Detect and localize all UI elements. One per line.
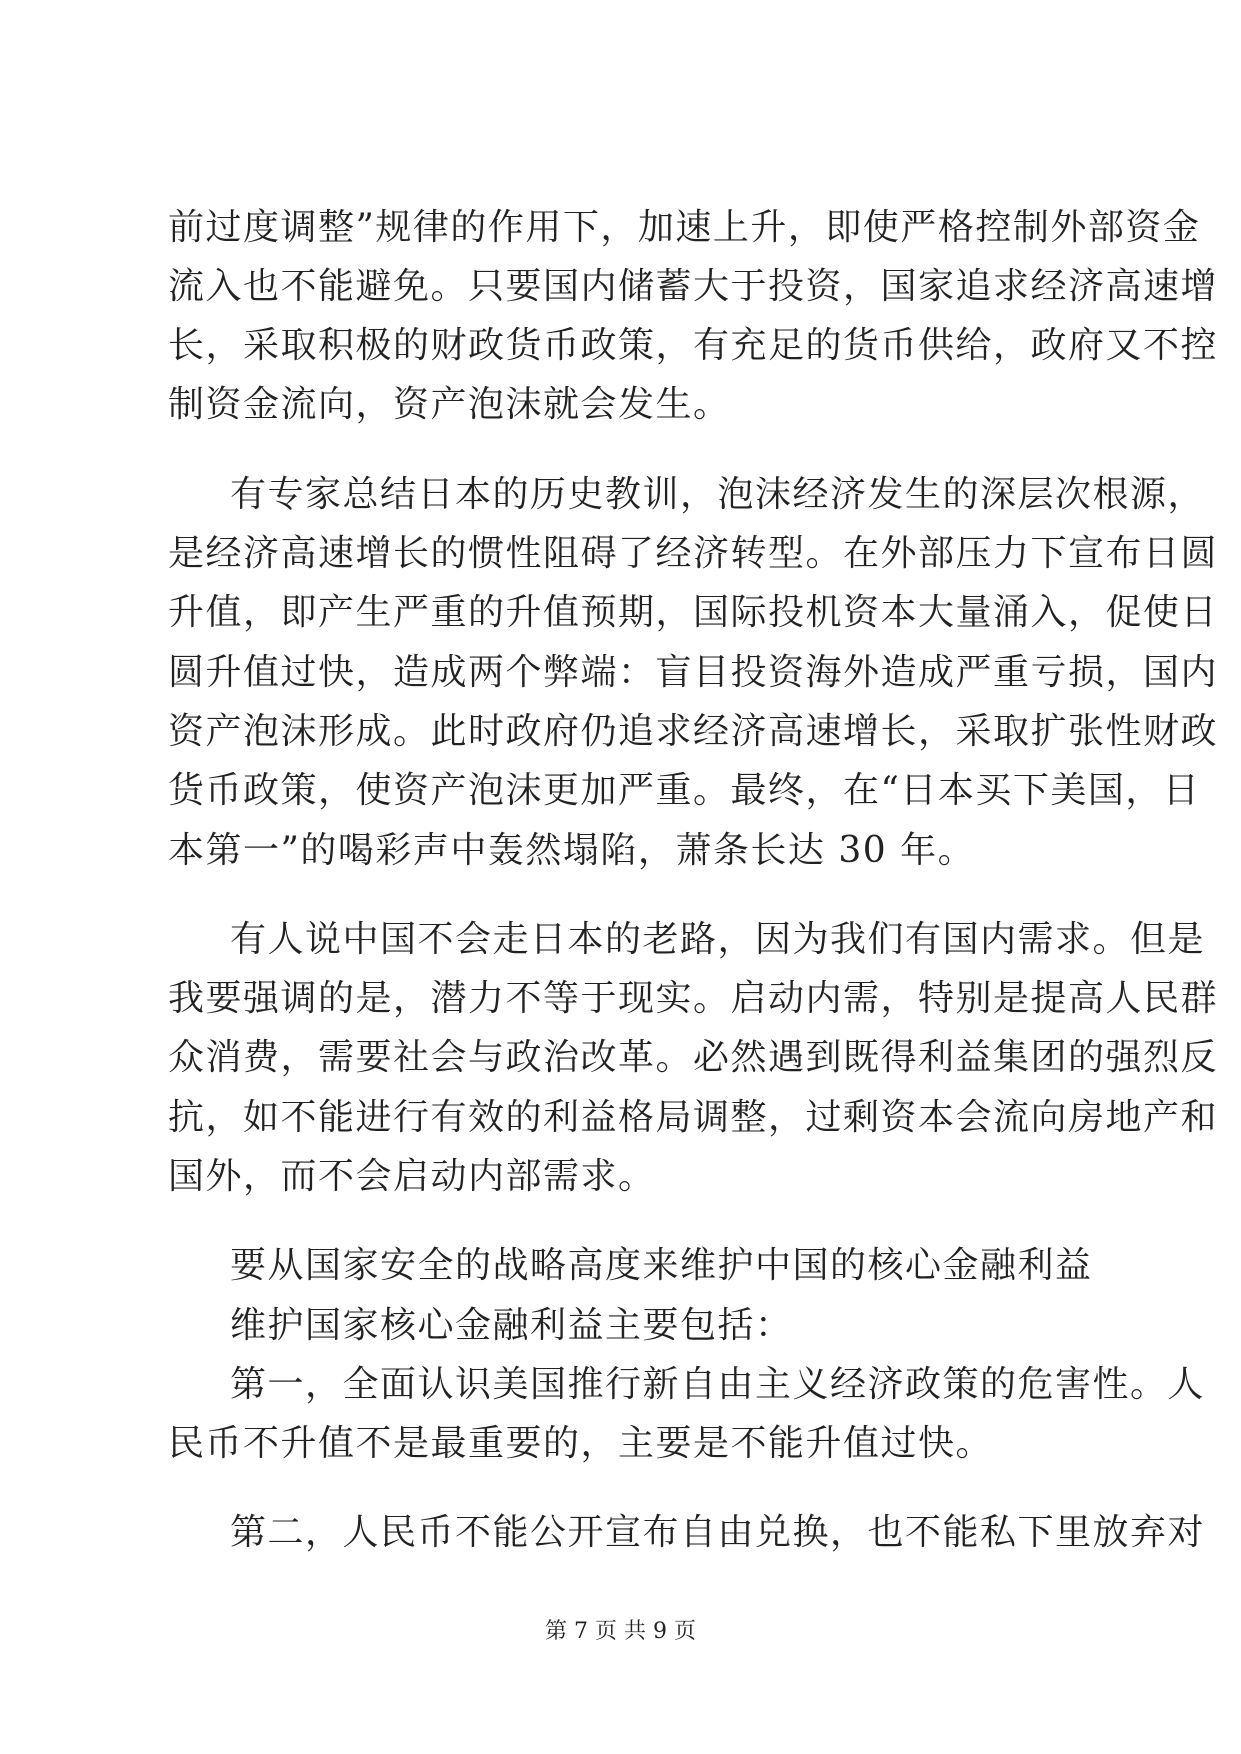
- text-line: 圆升值过快，造成两个弊端：盲目投资海外造成严重亏损，国内: [168, 652, 1219, 693]
- text-line: 抗，如不能进行有效的利益格局调整，过剩资本会流向房地产和: [168, 1097, 1219, 1138]
- text-line: 长，采取积极的财政货币政策，有充足的货币供给，政府又不控: [168, 325, 1219, 366]
- text-line: 前过度调整”规律的作用下，加速上升，即使严格控制外部资金: [168, 207, 1201, 248]
- text-line: 民币不升值不是最重要的，主要是不能升值过快。: [168, 1423, 994, 1464]
- text-line: 升值，即产生严重的升值预期，国际投机资本大量涌入，促使日: [168, 592, 1219, 633]
- paragraph-first-line: 第一，全面认识美国推行新自由主义经济政策的危害性。人: [230, 1364, 1206, 1405]
- text-line: 资产泡沫形成。此时政府仍追求经济高速增长，采取扩张性财政: [168, 711, 1219, 752]
- text-line: 国外，而不会启动内部需求。: [168, 1156, 656, 1197]
- text-line: 本第一”的喝彩声中轰然塌陷，萧条长达 30 年。: [168, 830, 976, 871]
- paragraph-first-line: 有专家总结日本的历史教训，泡沫经济发生的深层次根源，: [230, 474, 1206, 515]
- text-line: 货币政策，使资产泡沫更加严重。最终，在“日本买下美国，日: [168, 770, 1201, 811]
- text-line: 流入也不能避免。只要国内储蓄大于投资，国家追求经济高速增: [168, 266, 1219, 307]
- paragraph-first-line: 维护国家核心金融利益主要包括：: [230, 1305, 793, 1346]
- section-heading: 要从国家安全的战略高度来维护中国的核心金融利益: [230, 1245, 1093, 1286]
- paragraph-first-line: 有人说中国不会走日本的老路，因为我们有国内需求。但是: [230, 919, 1206, 960]
- text-line: 众消费，需要社会与政治改革。必然遇到既得利益集团的强烈反: [168, 1037, 1219, 1078]
- text-line: 我要强调的是，潜力不等于现实。启动内需，特别是提高人民群: [168, 978, 1219, 1019]
- text-line: 是经济高速增长的惯性阻碍了经济转型。在外部压力下宣布日圆: [168, 533, 1219, 574]
- text-line: 制资金流向，资产泡沫就会发生。: [168, 384, 731, 425]
- paragraph-first-line: 第二，人民币不能公开宣布自由兑换，也不能私下里放弃对: [230, 1512, 1206, 1553]
- page-number-footer: 第 7 页 共 9 页: [545, 1619, 696, 1644]
